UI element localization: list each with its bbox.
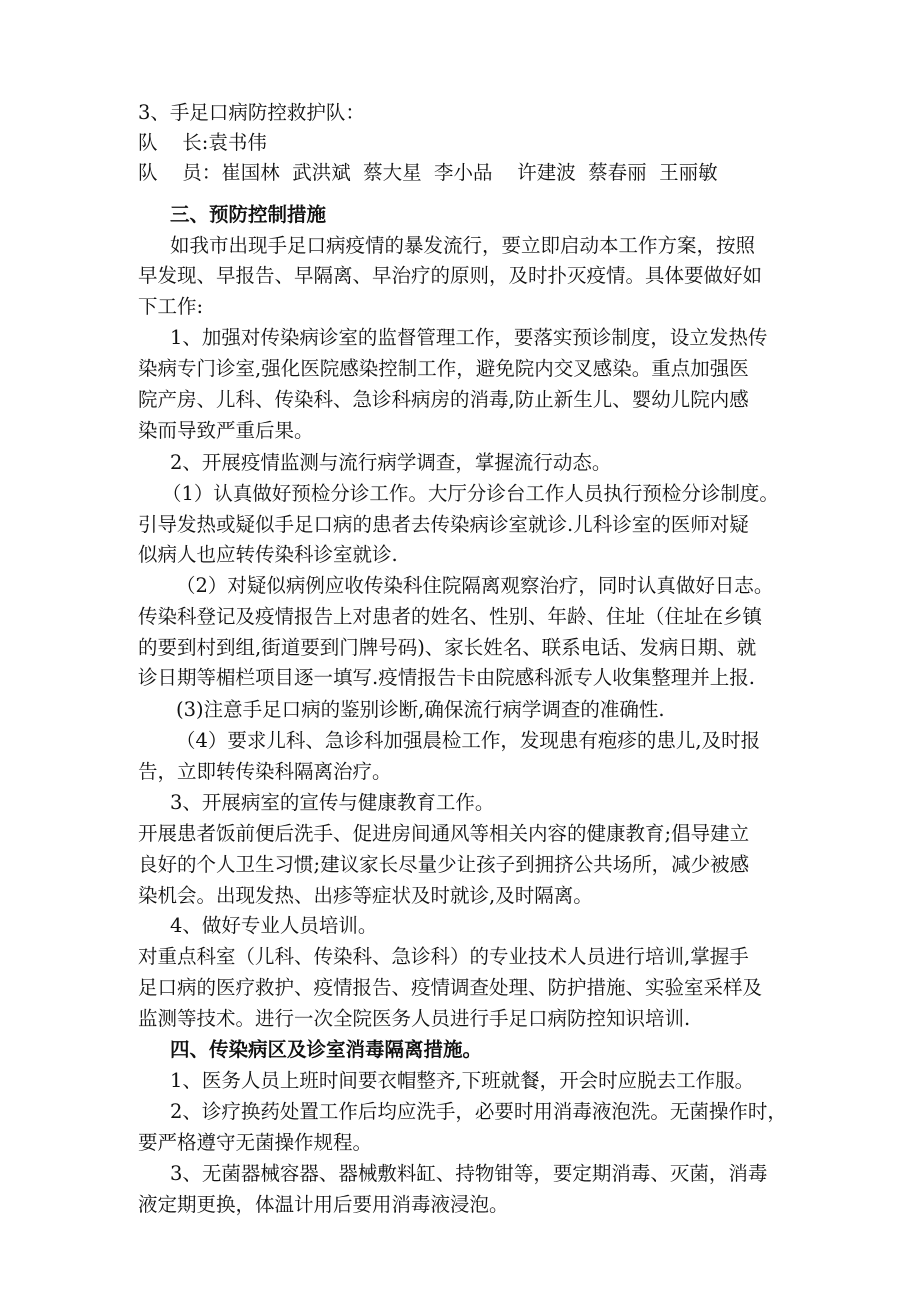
team-leader: 队 长:袁书伟: [138, 131, 267, 154]
paragraph-line: 染而导致严重后果。: [138, 419, 314, 442]
paragraph-line: 3、开展病室的宣传与健康教育工作。: [170, 791, 495, 814]
paragraph-line: 要严格遵守无菌操作规程。: [138, 1131, 373, 1154]
paragraph-line: 下工作:: [138, 295, 204, 318]
paragraph-line: 3、无菌器械容器、器械敷料缸、持物钳等，要定期消毒、灭菌，消毒: [170, 1162, 768, 1185]
paragraph-line: 足口病的医疗救护、疫情报告、疫情调查处理、防护措施、实验室采样及: [138, 976, 763, 999]
paragraph-line: （1）认真做好预检分诊工作。大厅分诊台工作人员执行预检分诊制度。: [162, 482, 779, 505]
paragraph-line: 1、医务人员上班时间要衣帽整齐,下班就餐，开会时应脱去工作服。: [170, 1069, 755, 1092]
paragraph-line: 似病人也应转传染科诊室就诊.: [138, 543, 398, 566]
paragraph-line: 如我市出现手足口病疫情的暴发流行，要立即启动本工作方案，按照: [170, 234, 756, 257]
team-heading: 3、手足口病防控救护队：: [138, 101, 365, 124]
paragraph-line: 诊日期等楣栏项目逐一填写.疫情报告卡由院感科派专人收集整理并上报.: [138, 666, 755, 689]
paragraph-line: 良好的个人卫生习惯;建议家长尽量少让孩子到拥挤公共场所，减少被感: [138, 853, 750, 876]
paragraph-line: 对重点科室（儿科、传染科、急诊科）的专业技术人员进行培训,掌握手: [138, 945, 749, 968]
section-heading-prevention: 三、预防控制措施: [170, 203, 327, 226]
paragraph-line: 2、开展疫情监测与流行病学调查，掌握流行动态。: [170, 451, 612, 474]
paragraph-line: 院产房、儿科、传染科、急诊科病房的消毒,防止新生儿、婴幼儿院内感: [138, 388, 749, 411]
paragraph-line: （4）要求儿科、急诊科加强晨检工作，发现患有疱疹的患儿,及时报: [176, 729, 761, 752]
paragraph-line: 1、加强对传染病诊室的监督管理工作，要落实预诊制度，设立发热传: [170, 326, 768, 349]
paragraph-line: 染机会。出现发热、出疹等症状及时就诊,及时隔离。: [138, 884, 593, 907]
team-members: 队 员：崔国林 武洪斌 蔡大星 李小品 许建波 蔡春丽 王丽敏: [138, 161, 718, 184]
paragraph-line: 告，立即转传染科隔离治疗。: [138, 760, 392, 783]
paragraph-line: 开展患者饭前便后洗手、促进房间通风等相关内容的健康教育;倡导建立: [138, 822, 750, 845]
paragraph-line: 染病专门诊室,强化医院感染控制工作，避免院内交叉感染。重点加强医: [138, 357, 749, 380]
section-heading-disinfection: 四、传染病区及诊室消毒隔离措施。: [170, 1038, 483, 1061]
paragraph-line: 的要到村到组,街道要到门牌号码)、家长姓名、联系电话、发病日期、就: [138, 636, 757, 659]
paragraph-line: 传染科登记及疫情报告上对患者的姓名、性别、年龄、住址（住址在乡镇: [138, 605, 763, 628]
paragraph-line: 4、做好专业人员培训。: [170, 914, 378, 937]
paragraph-line: 2、诊疗换药处置工作后均应洗手，必要时用消毒液泡洗。无菌操作时，: [170, 1100, 787, 1123]
paragraph-line: 引导发热或疑似手足口病的患者去传染病诊室就诊.儿科诊室的医师对疑: [138, 513, 749, 536]
paragraph-line: 监测等技术。进行一次全院医务人员进行手足口病防控知识培训.: [138, 1007, 691, 1030]
paragraph-line: 早发现、早报告、早隔离、早治疗的原则，及时扑灭疫情。具体要做好如: [138, 264, 763, 287]
paragraph-line: 液定期更换，体温计用后要用消毒液浸泡。: [138, 1193, 509, 1216]
paragraph-line: (3)注意手足口病的鉴别诊断,确保流行病学调查的准确性.: [176, 698, 665, 721]
paragraph-line: （2）对疑似病例应收传染科住院隔离观察治疗，同时认真做好日志。: [176, 574, 774, 597]
